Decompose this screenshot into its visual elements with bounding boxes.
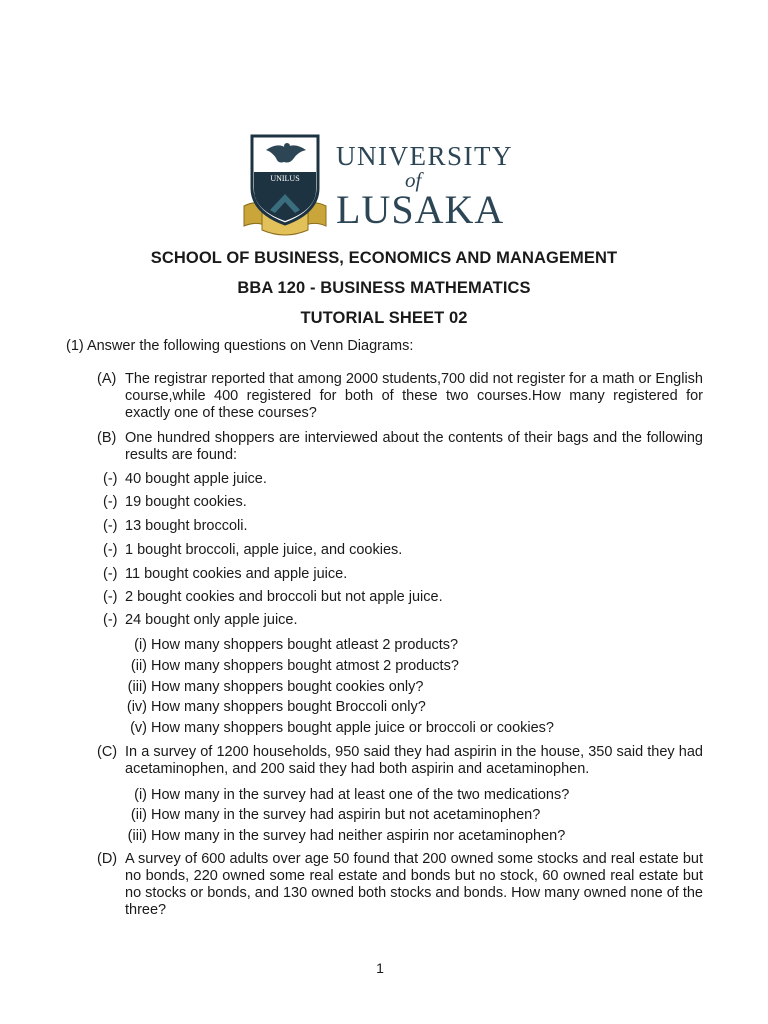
list-item: (-) 19 bought cookies. [103,494,247,510]
sub-question: (iv) How many shoppers bought Broccoli only? [126,699,426,715]
sub-question: (i) How many in the survey had at least one of the two medications? [134,787,570,803]
sub-question: (iii) How many shoppers bought cookies only? [127,679,424,695]
page-number: 1 [376,960,384,976]
question-d-text: A survey of 600 adults over age 50 found that 200 owned some stocks and real estate but no bonds, 220 owned some real estate and bonds but no stock, 60 owned real estate but no stocks or bonds, and 130 owned both stocks and bonds. How many owned none of the three? [125,851,703,918]
sub-question: (ii) How many in the survey had aspirin but not acetaminophen? [130,807,541,823]
question-a-text: The registrar reported that among 2000 students,700 did not register for a math or English course,while 400 registered for both of these two courses.How many registered for exactly one of these courses? [125,371,703,421]
question-c-label: (C) [97,744,118,760]
sub-question: (ii) How many shoppers bought atmost 2 products? [130,658,459,674]
sub-question: (iii) How many in the survey had neither aspirin nor acetaminophen? [127,828,566,844]
list-item: (-) 40 bought apple juice. [103,471,267,487]
question-a-label: (A) [97,371,117,387]
question-d-label: (D) [97,851,118,867]
question-b-label: (B) [97,430,117,446]
question-b-text: One hundred shoppers are interviewed about the contents of their bags and the following results are found: [125,430,703,463]
question-c-text: In a survey of 1200 households, 950 said they had aspirin in the house, 350 said they had acetaminophen, and 200 said they had both aspirin and acetaminophen. [125,744,703,777]
logo-line-2: of [405,168,422,192]
logo-line-1: UNIVERSITY [336,141,513,171]
list-item: (-) 1 bought broccoli, apple juice, and cookies. [103,542,403,558]
question-1-intro: (1) Answer the following questions on Venn Diagrams: [66,338,414,354]
school-heading: SCHOOL OF BUSINESS, ECONOMICS AND MANAGEMENT [150,249,618,267]
course-heading: BBA 120 - BUSINESS MATHEMATICS [237,279,531,297]
sub-question: (i) How many shoppers bought atleast 2 products? [134,637,459,653]
sheet-heading: TUTORIAL SHEET 02 [300,309,468,327]
list-item: (-) 11 bought cookies and apple juice. [103,566,348,582]
list-item: (-) 2 bought cookies and broccoli but not apple juice. [103,589,443,605]
university-name [336,142,536,230]
logo-line-3: LUSAKA [336,187,505,232]
sub-question: (v) How many shoppers bought apple juice or broccoli or cookies? [130,720,554,736]
list-item: (-) 24 bought only apple juice. [103,612,298,628]
list-item: (-) 13 bought broccoli. [103,518,248,534]
shield-text: UNILUS [270,174,300,183]
